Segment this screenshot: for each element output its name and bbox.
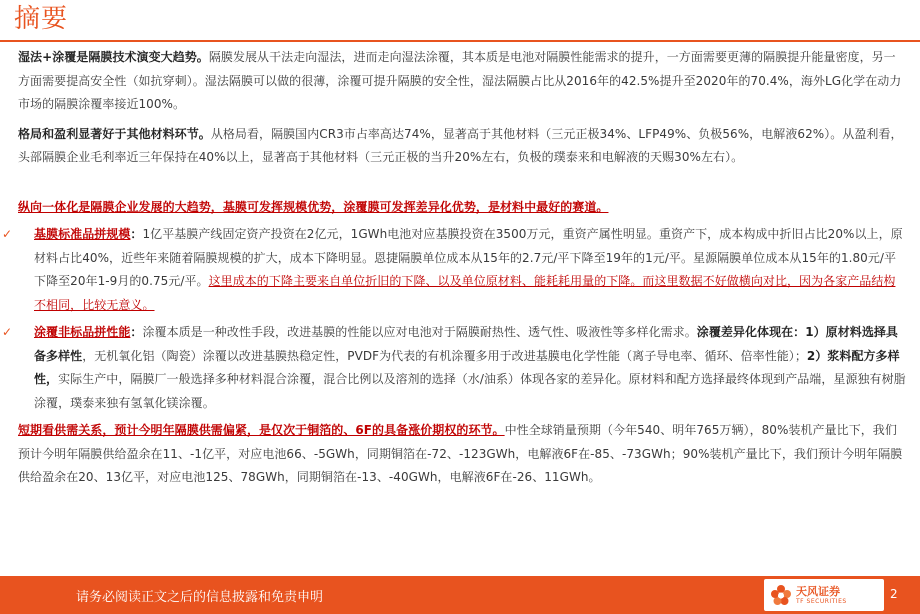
paragraph-text: 中性全球销量预期（今年540、明年765万辆），80%装机产量比下，我们预计今明年隔膜供给盈余在11、-1亿平，对应电池66、-5GWh，同期铜箔在-72、-123GWh，电解液6F在-85、-73GWh；90%装机产量比下，我们预计今明年隔膜供给盈余在20、13亿平，对应电池125、78GWh，同期铜箔在-13、-40GWh，电解液6F在-26、11GWh。 <box>18 423 903 484</box>
bullet-note: 这里成本的下降主要来自单位折旧的下降、以及单位原材料、能耗耗用量的下降。而这里数据不好做横向对比，因为各家产品结构不相同，比较无意义。 <box>34 274 896 312</box>
bullet-colon: ： <box>130 227 143 241</box>
page-number: 2 <box>890 587 898 601</box>
bullet-key-point: 2）浆料配方多样性， <box>34 348 900 386</box>
bullet-text: ，无机氧化铝（陶瓷）涂覆以改进基膜热稳定性，PVDF为代表的有机涂覆多用于改进基膜电化学性能（离子导电率、循环、倍率性能）； <box>82 348 807 363</box>
headline-integration <box>18 196 906 220</box>
bullet-lead: 基膜标准品拼规模 <box>34 227 131 241</box>
disclaimer-text: 请务必阅读正文之后的信息披露和免责申明 <box>76 590 324 605</box>
bullet-base-film <box>2 223 906 317</box>
footer-bar <box>0 576 920 614</box>
paragraph-wet-process <box>18 46 906 117</box>
headline-text: 短期看供需关系，预计今明年隔膜供需偏紧，是仅次于铜箔的、6F的具备涨价期权的环节。 <box>18 423 505 437</box>
logo-flower-icon <box>770 584 792 606</box>
title-divider <box>0 40 920 42</box>
logo-name-en: TF SECURITIES <box>796 598 847 605</box>
bullet-key-point: 涂覆差异化体现在：1）原材料选择具备多样性 <box>34 325 898 363</box>
bullet-text: 涂覆本质是一种改性手段，改进基膜的性能以应对电池对于隔膜耐热性、透气性、吸液性等多样化需求。 <box>142 325 697 339</box>
logo-name-cn: 天风证券 <box>796 585 840 598</box>
paragraph-competition <box>18 123 906 170</box>
paragraph-text: 从格局看，隔膜国内CR3市占率高达74%，显著高于其他材料（三元正极34%、LFP49%、负极56%，电解液62%）。从盈利看，头部隔膜企业毛利率近三年保持在40%以上，显著高于其他材料（三元正极的当升20%左右，负极的璞泰来和电解液的天赐30%左右）。 <box>18 126 903 164</box>
check-icon: ✓ <box>2 227 13 241</box>
paragraph-lead: 格局和盈利显著好于其他材料环节。 <box>18 126 211 141</box>
bullet-text: 实际生产中，隔膜厂一般选择多种材料混合涂覆，混合比例以及溶剂的选择（水/油系）体现各家的差异化。原材料和配方选择最终体现到产品端，星源独有树脂涂覆，璞泰来独有氢氧化镁涂覆。 <box>34 372 906 410</box>
bullet-text: 1亿平基膜产线固定资产投资在2亿元，1GWh电池对应基膜投资在3500万元，重资产属性明显。重资产下，成本构成中折旧占比20%以上，原材料占比40%，近些年来随着隔膜规模的扩大，成本下降明显。恩捷隔膜单位成本从15年的2.7元/平下降至19年的1元/平。星源隔膜单位成本从15年的1.80元/平下降至20年1-9月的0.75元/平。 <box>34 227 903 288</box>
paragraph-lead: 湿法+涂覆是隔膜技术演变大趋势。 <box>18 50 209 64</box>
paragraph-text: 隔膜发展从干法走向湿法，进而走向湿法涂覆，其本质是电池对隔膜性能需求的提升，一方面需要更薄的隔膜提升能量密度，另一方面需要提高安全性（如抗穿刺）。湿法隔膜可以做的很薄，涂覆可提升隔膜的安全性，湿法隔膜占比从2016年的42.5%提升至2020年的70.4%，海外LG化学在动力市场的隔膜涂覆率接近100%。 <box>18 50 902 111</box>
page-title: 摘要 <box>14 4 69 34</box>
check-icon: ✓ <box>2 325 13 339</box>
bullet-coating <box>2 321 906 415</box>
paragraph-supply-demand <box>18 419 906 490</box>
summary-body <box>2 44 906 490</box>
bullet-colon: ： <box>130 325 143 339</box>
headline-text: 纵向一体化是隔膜企业发展的大趋势，基膜可发挥规模优势，涂覆膜可发挥差异化优势，是材料中最好的赛道。 <box>18 199 609 214</box>
bullet-lead: 涂覆非标品拼性能 <box>34 325 131 339</box>
company-logo <box>764 579 884 611</box>
